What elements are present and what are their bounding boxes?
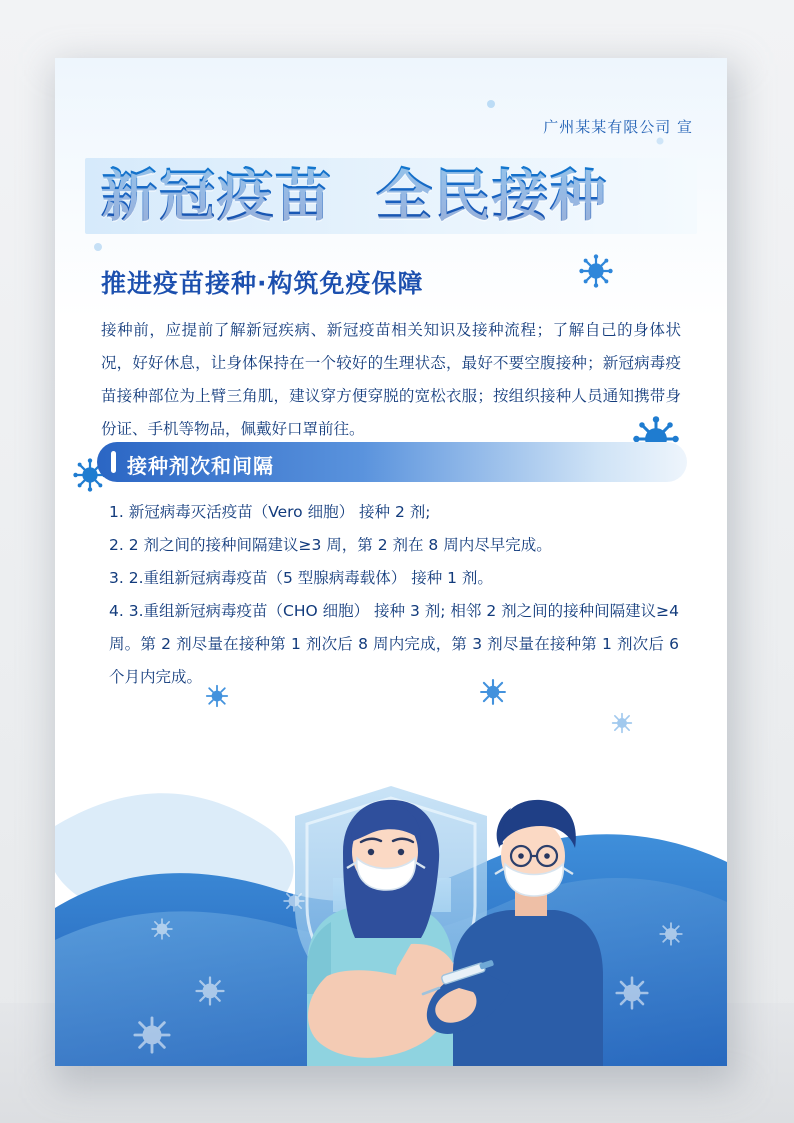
- publisher-line: 广州某某有限公司 宣: [543, 118, 693, 136]
- nurse-eye: [544, 853, 550, 859]
- subtitle: 推进疫苗接种·构筑免疫保障: [101, 269, 424, 298]
- illustration-canvas: [55, 676, 727, 1066]
- list-item: 3. 2.重组新冠病毒疫苗（5 型腺病毒载体） 接种 1 剂。: [109, 569, 493, 587]
- list-item: 2. 2 剂之间的接种间隔建议≥3 周，第 2 剂在 8 周内尽早完成。: [109, 536, 552, 554]
- section-tick-mark: [111, 451, 116, 473]
- intro-paragraph: 接种前，应提前了解新冠疾病、新冠疫苗相关知识及接种流程；了解自己的身体状况，好好休息，让身体保持在一个较好的生理状态，最好不要空腹接种；新冠病毒疫苗接种部位为上臂三角肌，建议穿方便穿脱的宽松衣服；按组织接种人员通知携带身份证、手机等物品，佩戴好口罩前往。: [101, 321, 681, 438]
- virus-dot-icon: [91, 240, 105, 254]
- section-header-bar: [97, 442, 687, 482]
- page-title: 新冠疫苗 全民接种: [101, 154, 701, 240]
- virus-particle-group-blue: [207, 680, 632, 732]
- list-item: 1. 新冠病毒灭活疫苗（Vero 细胞） 接种 2 剂;: [109, 503, 431, 521]
- virus-dot-icon: [485, 98, 497, 110]
- illustration: [55, 676, 727, 1066]
- nurse-eye: [518, 853, 524, 859]
- dose-interval-list: [109, 496, 679, 694]
- poster: [55, 58, 727, 1066]
- patient-eye: [368, 849, 374, 855]
- section-title: 接种剂次和间隔: [127, 454, 274, 478]
- patient-eye: [398, 849, 404, 855]
- virus-icon: [579, 254, 613, 288]
- list-item: 4. 3.重组新冠病毒疫苗（CHO 细胞） 接种 3 剂; 相邻 2 剂之间的接种间隔建议≥4 周。第 2 剂尽量在接种第 1 剂次后 8 周内完成，第 3 剂尽量在接种第 1 剂次后 6 个月内完成。: [109, 602, 679, 686]
- virus-dot-icon: [655, 136, 665, 146]
